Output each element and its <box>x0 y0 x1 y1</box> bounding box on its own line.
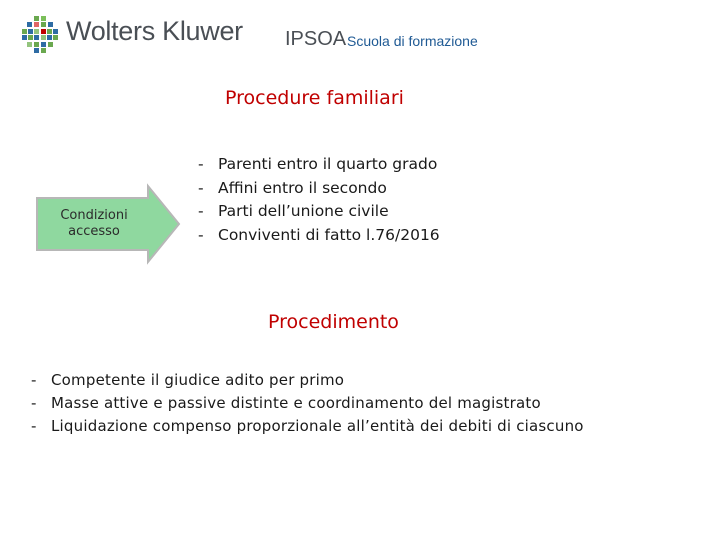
list-item-text: Masse attive e passive distinte e coordinamento del magistrato <box>51 394 541 412</box>
list-item <box>31 369 584 392</box>
bullet-dash: - <box>198 225 204 244</box>
list-item-text: Liquidazione compenso proporzionale all’entità dei debiti di ciascuno <box>51 417 584 435</box>
access-conditions-list <box>198 153 440 247</box>
bullet-dash: - <box>31 417 37 435</box>
list-item-text: Parenti entro il quarto grado <box>218 155 438 173</box>
section-title-procedure-familiari: Procedure familiari <box>225 87 404 109</box>
arrow-label <box>44 208 144 240</box>
product-subtitle: Scuola di formazione <box>347 33 478 49</box>
list-item <box>198 224 440 248</box>
bullet-dash: - <box>198 155 204 173</box>
list-item <box>31 392 584 415</box>
list-item <box>31 415 584 438</box>
procedure-list <box>31 369 584 438</box>
list-item-text: Competente il giudice adito per primo <box>51 371 345 389</box>
arrow-label-line2: accesso <box>68 224 120 239</box>
bullet-dash: - <box>31 394 37 412</box>
list-item <box>198 200 440 224</box>
list-item <box>198 153 440 177</box>
bullet-dash: - <box>31 371 37 389</box>
product-name: IPSOA <box>285 28 347 50</box>
arrow-label-line1: Condizioni <box>60 208 128 223</box>
bullet-dash: - <box>198 202 204 220</box>
list-item-text: Conviventi di fatto l.76/2016 <box>218 225 440 244</box>
list-item-text: Affini entro il secondo <box>218 178 387 197</box>
section-title-procedimento: Procedimento <box>268 311 399 333</box>
brand-name: Wolters Kluwer <box>66 16 243 46</box>
list-item <box>198 177 440 201</box>
list-item-text: Parti dell’unione civile <box>218 202 389 220</box>
bullet-dash: - <box>198 178 204 197</box>
